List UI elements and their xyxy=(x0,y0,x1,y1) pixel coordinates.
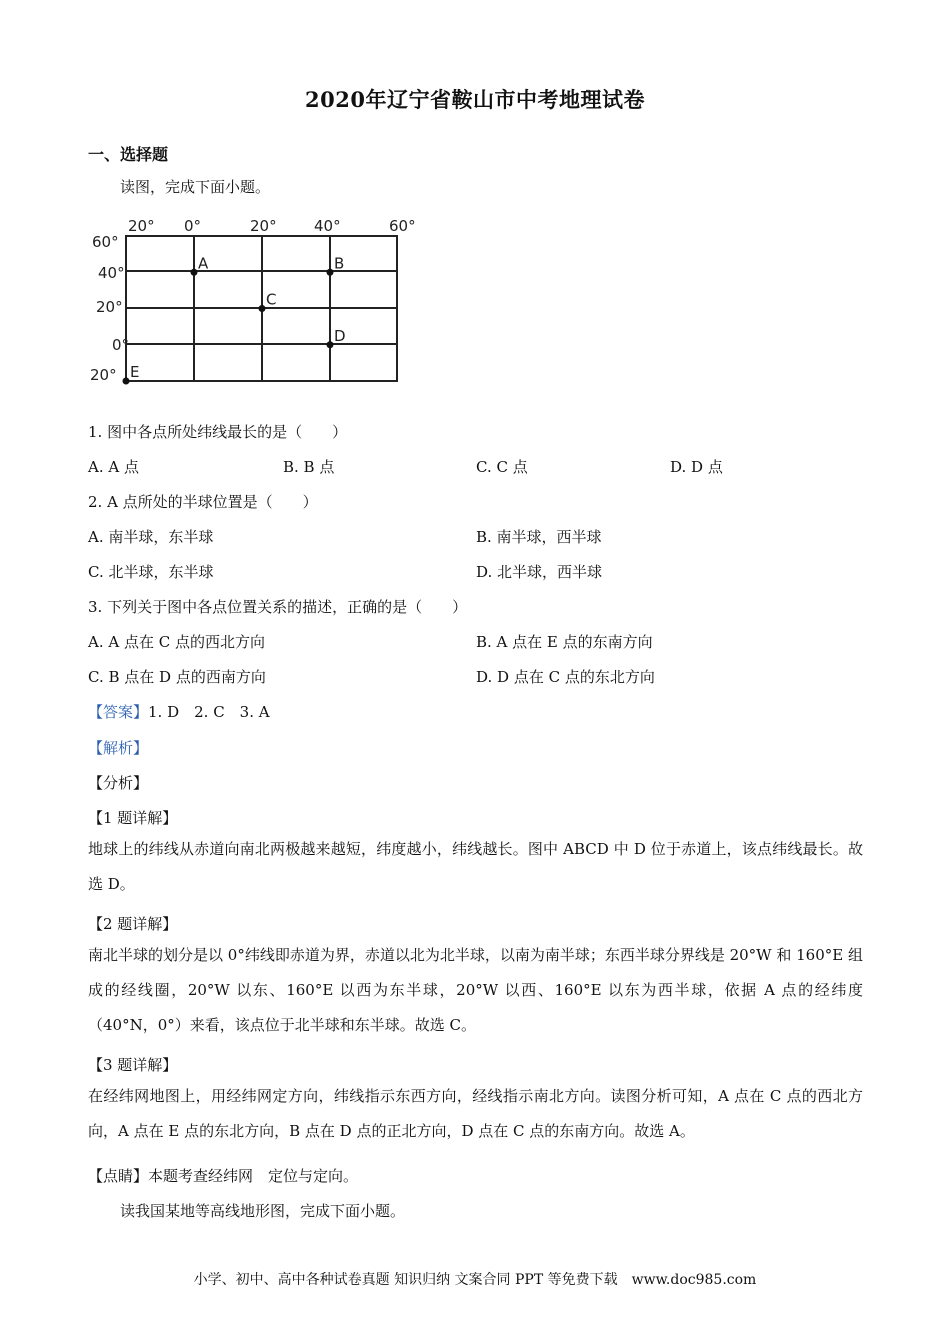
latlon-grid-map xyxy=(86,212,426,387)
analysis-heading: 【分析】 xyxy=(88,774,149,792)
lat-label: 20° xyxy=(90,366,117,384)
point-c-marker xyxy=(259,305,266,312)
q1-option-d[interactable]: D. D 点 xyxy=(670,458,723,476)
key-point: 【点睛】本题考查经纬网 定位与定向。 xyxy=(88,1167,359,1185)
lon-label: 60° xyxy=(389,217,416,235)
point-a-marker xyxy=(191,269,198,276)
q3-option-c[interactable]: C. B 点在 D 点的西南方向 xyxy=(88,668,266,686)
lon-label: 0° xyxy=(184,217,202,235)
next-intro-text: 读我国某地等高线地形图，完成下面小题。 xyxy=(120,1202,406,1220)
lat-label: 60° xyxy=(92,233,119,251)
lon-label: 20° xyxy=(128,217,155,235)
page-title: 2020年辽宁省鞍山市中考地理试卷 xyxy=(305,87,645,112)
point-d-label: D xyxy=(334,326,346,345)
detail-2-label: 【2 题详解】 xyxy=(88,915,178,933)
point-a-label: A xyxy=(198,254,209,273)
point-b-marker xyxy=(327,269,334,276)
section-heading: 一、选择题 xyxy=(88,145,169,164)
question-2-stem: 2. A 点所处的半球位置是（ ） xyxy=(88,493,318,511)
q2-option-a[interactable]: A. 南半球，东半球 xyxy=(88,528,214,546)
point-e-label: E xyxy=(130,363,140,381)
q2-option-c[interactable]: C. 北半球，东半球 xyxy=(88,563,214,581)
q2-option-b[interactable]: B. 南半球，西半球 xyxy=(476,528,602,546)
answer-text: 1. D 2. C 3. A xyxy=(148,703,270,721)
question-1-stem: 1. 图中各点所处纬线最长的是（ ） xyxy=(88,423,348,441)
lat-label: 20° xyxy=(96,298,123,316)
point-d-marker xyxy=(327,341,334,348)
detail-1-text: 地球上的纬线从赤道向南北两极越来越短，纬度越小，纬线越长。图中 ABCD 中 D 位于赤道上，该点纬线最长。故选 D。 xyxy=(88,840,863,893)
detail-3-label: 【3 题详解】 xyxy=(88,1056,178,1074)
lat-label: 40° xyxy=(98,264,125,282)
lon-label: 20° xyxy=(250,217,277,235)
point-e-marker xyxy=(123,378,130,385)
q1-option-a[interactable]: A. A 点 xyxy=(88,458,139,476)
lon-label: 40° xyxy=(314,217,341,235)
lat-label: 0° xyxy=(112,336,130,354)
footer-text: 小学、初中、高中各种试卷真题 知识归纳 文案合同 PPT 等免费下载 www.doc985.com xyxy=(193,1272,757,1288)
detail-3-text: 在经纬网地图上，用经纬网定方向，纬线指示东西方向，经线指示南北方向。读图分析可知，A 点在 C 点的西北方向，A 点在 E 点的东北方向，B 点在 D 点的正北方向，D 点在 C 点的东南方向。故选 A。 xyxy=(88,1087,863,1140)
detail-2-text: 南北半球的划分是以 0°纬线即赤道为界，赤道以北为北半球，以南为南半球；东西半球分界线是 20°W 和 160°E 组成的经线圈，20°W 以东、160°E 以西为东半球，20°W 以西、160°E 以东为西半球，依据 A 点的经纬度（40°N，0°）来看，该点位于北半球和东半球。故选 C。 xyxy=(88,946,863,1034)
analysis-label: 【解析】 xyxy=(88,739,149,757)
q1-option-b[interactable]: B. B 点 xyxy=(283,458,335,476)
q2-option-d[interactable]: D. 北半球，西半球 xyxy=(476,563,603,581)
q3-option-b[interactable]: B. A 点在 E 点的东南方向 xyxy=(476,633,653,651)
point-b-label: B xyxy=(334,254,345,273)
intro-text: 读图，完成下面小题。 xyxy=(120,178,271,196)
detail-1-label: 【1 题详解】 xyxy=(88,809,178,827)
question-3-stem: 3. 下列关于图中各点位置关系的描述，正确的是（ ） xyxy=(88,598,468,616)
answer-label: 【答案】 xyxy=(88,703,149,721)
point-c-label: C xyxy=(266,290,277,309)
answer-line xyxy=(88,701,270,722)
q1-option-c[interactable]: C. C 点 xyxy=(476,458,528,476)
q3-option-a[interactable]: A. A 点在 C 点的西北方向 xyxy=(88,633,265,651)
q3-option-d[interactable]: D. D 点在 C 点的东北方向 xyxy=(476,668,655,686)
